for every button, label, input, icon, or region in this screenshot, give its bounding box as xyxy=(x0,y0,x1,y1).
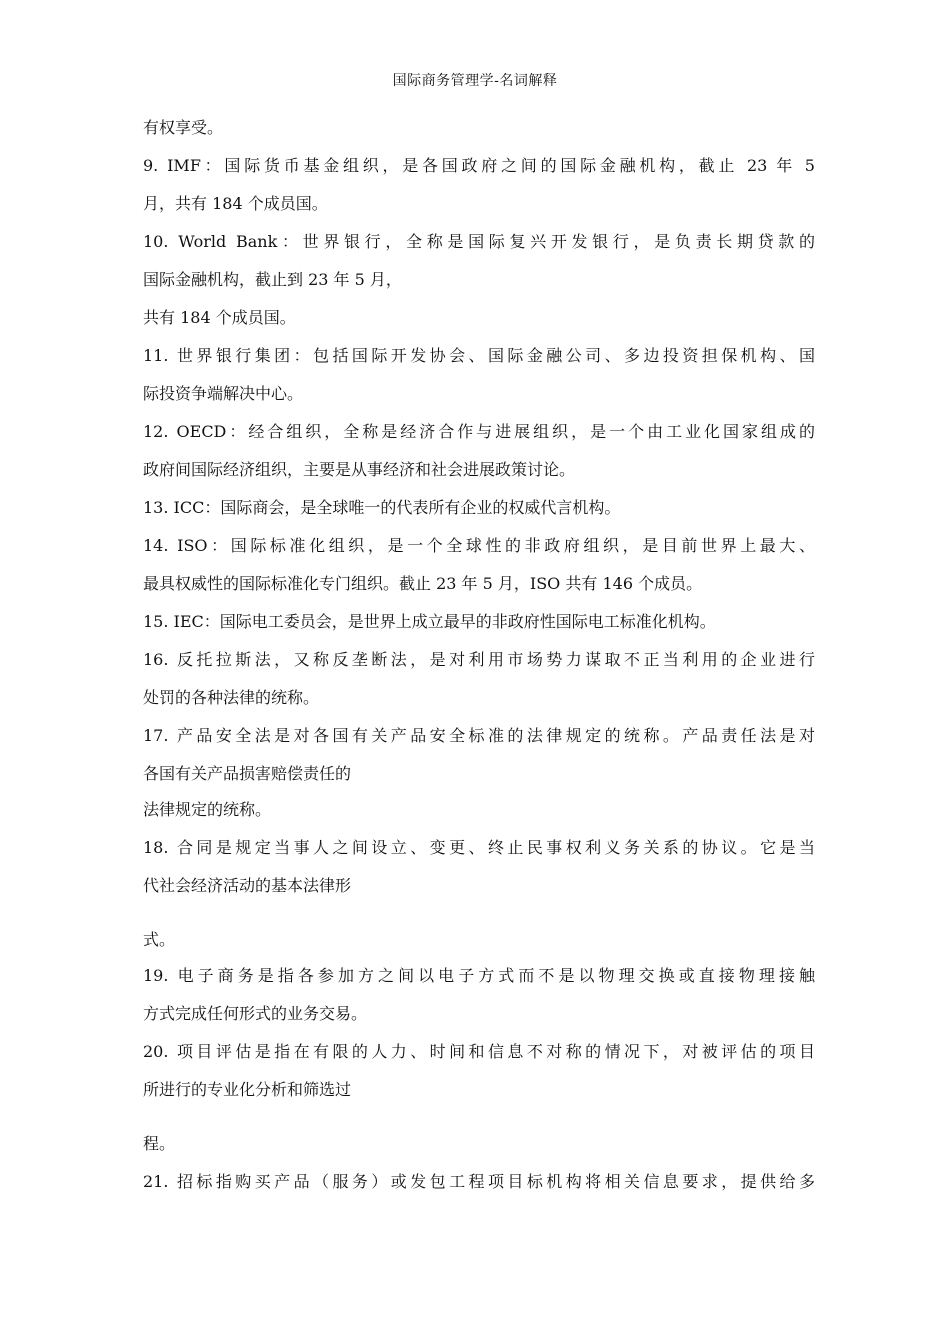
text-line: 代社会经济活动的基本法律形 xyxy=(143,876,352,895)
text-line: 方式完成任何形式的业务交易。 xyxy=(143,1004,368,1023)
text-line: 21. 招标指购买产品（服务）或发包工程项目标机构将相关信息要求，提供给多 xyxy=(143,1172,815,1191)
text-line: 际投资争端解决中心。 xyxy=(143,384,304,403)
text-line: 共有 184 个成员国。 xyxy=(143,308,296,327)
text-line: 处罚的各种法律的统称。 xyxy=(143,688,320,707)
text-line: 13. ICC：国际商会，是全球唯一的代表所有企业的权威代言机构。 xyxy=(143,498,621,517)
text-line: 20. 项目评估是指在有限的人力、时间和信息不对称的情况下，对被评估的项目 xyxy=(143,1042,815,1061)
text-line: 政府间国际经济组织，主要是从事经济和社会进展政策讨论。 xyxy=(143,460,576,479)
text-line: 11. 世界银行集团：包括国际开发协会、国际金融公司、多边投资担保机构、国 xyxy=(143,346,815,365)
text-line: 10. World Bank：世界银行，全称是国际复兴开发银行，是负责长期贷款的 xyxy=(143,232,815,251)
text-line: 程。 xyxy=(143,1134,176,1153)
text-line: 国际金融机构，截止到 23 年 5 月， xyxy=(143,270,402,289)
text-line: 月，共有 184 个成员国。 xyxy=(143,194,328,213)
text-line: 16. 反托拉斯法，又称反垄断法，是对利用市场势力谋取不正当利用的企业进行 xyxy=(143,650,815,669)
text-line: 有权享受。 xyxy=(143,118,224,137)
text-line: 所进行的专业化分析和筛选过 xyxy=(143,1080,352,1099)
text-line: 18. 合同是规定当事人之间设立、变更、终止民事权利义务关系的协议。它是当 xyxy=(143,838,815,857)
text-line: 12. OECD：经合组织，全称是经济合作与进展组织，是一个由工业化国家组成的 xyxy=(143,422,815,441)
text-line: 14. ISO：国际标准化组织，是一个全球性的非政府组织，是目前世界上最大、 xyxy=(143,536,815,555)
page-header: 国际商务管理学-名词解释 xyxy=(392,73,558,89)
text-line: 各国有关产品损害赔偿责任的 xyxy=(143,764,352,783)
text-line: 17. 产品安全法是对各国有关产品安全标准的法律规定的统称。产品责任法是对 xyxy=(143,726,815,745)
text-line: 最具权威性的国际标准化专门组织。截止 23 年 5 月，ISO 共有 146 个成员。 xyxy=(143,574,703,593)
text-line: 19. 电子商务是指各参加方之间以电子方式而不是以物理交换或直接物理接触 xyxy=(143,966,815,985)
text-line: 法律规定的统称。 xyxy=(143,800,272,819)
text-line: 式。 xyxy=(143,930,176,949)
text-line: 15. IEC：国际电工委员会，是世界上成立最早的非政府性国际电工标准化机构。 xyxy=(143,612,716,631)
text-line: 9. IMF：国际货币基金组织，是各国政府之间的国际金融机构，截止 23 年 5 xyxy=(143,156,815,175)
